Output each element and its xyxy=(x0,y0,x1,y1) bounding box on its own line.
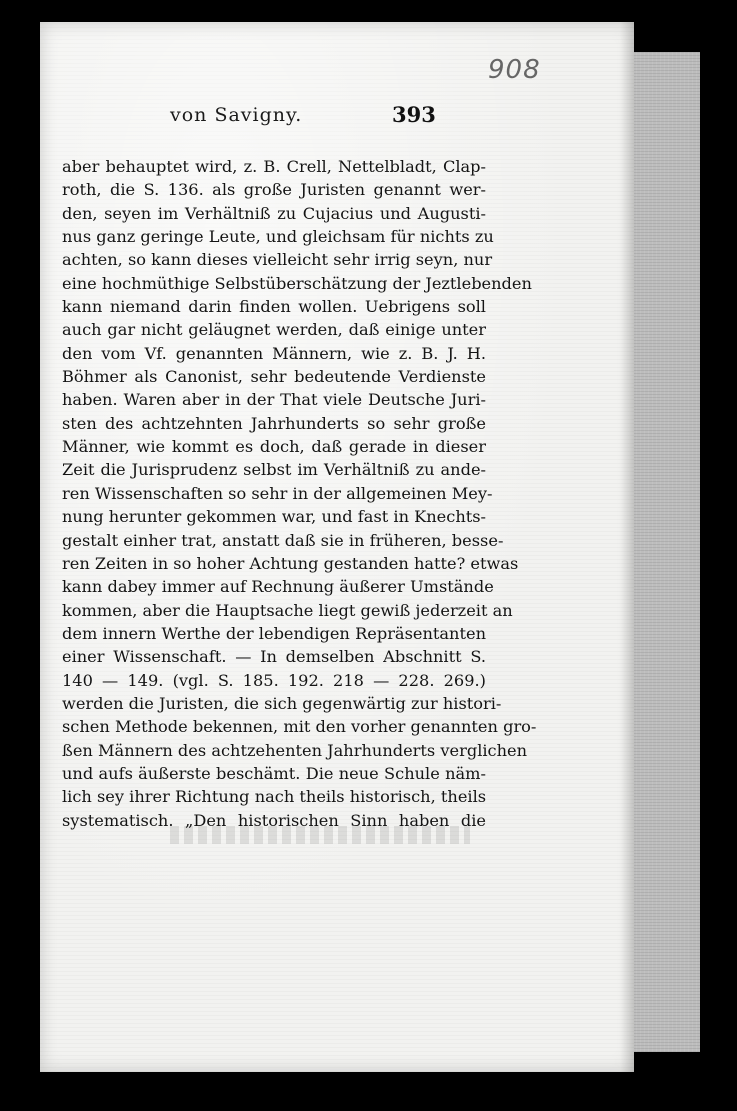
text-line: kann dabey immer auf Rechnung äußerer Umstände xyxy=(62,577,494,597)
text-line: werden die Juristen, die sich gegenwärtig zur histori- xyxy=(62,693,502,713)
handwritten-folio-note: 908 xyxy=(488,55,541,85)
body-text xyxy=(62,155,537,832)
text-line: und aufs äußerste beschämt. Die neue Schule näm- xyxy=(62,763,486,783)
text-line: kommen, aber die Hauptsache liegt gewiß jederzeit an xyxy=(62,600,513,620)
text-line: Böhmer als Canonist, sehr bedeutende Verdienste xyxy=(62,367,486,387)
text-line: den vom Vf. genannten Männern, wie z. B. J. H. xyxy=(62,343,486,363)
text-line: aber behauptet wird, z. B. Crell, Nettelbladt, Clap- xyxy=(62,157,486,176)
running-head: von Savigny. xyxy=(170,104,303,126)
text-line: roth, die S. 136. als große Juristen genannt wer- xyxy=(62,180,486,200)
text-line: den, seyen im Verhältniß zu Cujacius und Augusti- xyxy=(62,203,486,223)
text-line: lich sey ihrer Richtung nach theils historisch, theils xyxy=(62,787,487,807)
text-line: systematisch. „Den historischen Sinn haben die xyxy=(62,810,486,830)
text-line: auch gar nicht geläugnet werden, daß einige unter xyxy=(62,320,486,340)
text-line: achten, so kann dieses vielleicht sehr irrig seyn, nur xyxy=(62,250,493,270)
text-line: 140 — 149. (vgl. S. 185. 192. 218 — 228. 269.) xyxy=(62,670,486,690)
text-line: dem innern Werthe der lebendigen Repräsentanten xyxy=(62,623,486,643)
text-line: nus ganz geringe Leute, und gleichsam für nichts zu xyxy=(62,227,494,247)
text-line: einer Wissenschaft. — In demselben Abschnitt S. xyxy=(62,647,486,667)
show-through-text xyxy=(170,826,470,844)
text-line: ren Wissenschaften so sehr in der allgemeinen Mey- xyxy=(62,483,493,503)
text-line: Zeit die Jurisprudenz selbst im Verhältniß zu ande- xyxy=(62,460,486,480)
text-line: eine hochmüthige Selbstüberschätzung der Jeztlebenden xyxy=(62,273,532,293)
page-edge-shadow xyxy=(620,22,634,1072)
text-line: nung herunter gekommen war, und fast in Knechts- xyxy=(62,507,487,527)
text-line: kann niemand darin finden wollen. Uebrigens soll xyxy=(62,297,486,317)
text-line: ßen Männern des achtzehenten Jahrhunderts verglichen xyxy=(62,740,528,760)
text-line: sten des achtzehnten Jahrhunderts so sehr große xyxy=(62,413,486,433)
text-line: haben. Waren aber in der That viele Deutsche Juri- xyxy=(62,390,486,410)
text-line: Männer, wie kommt es doch, daß gerade in dieser xyxy=(62,437,486,457)
text-line: ren Zeiten in so hoher Achtung gestanden hatte? etwas xyxy=(62,553,519,573)
page-number: 393 xyxy=(392,102,436,127)
text-line: schen Methode bekennen, mit den vorher genannten gro- xyxy=(62,717,537,737)
text-line: gestalt einher trat, anstatt daß sie in früheren, besse- xyxy=(62,530,504,550)
